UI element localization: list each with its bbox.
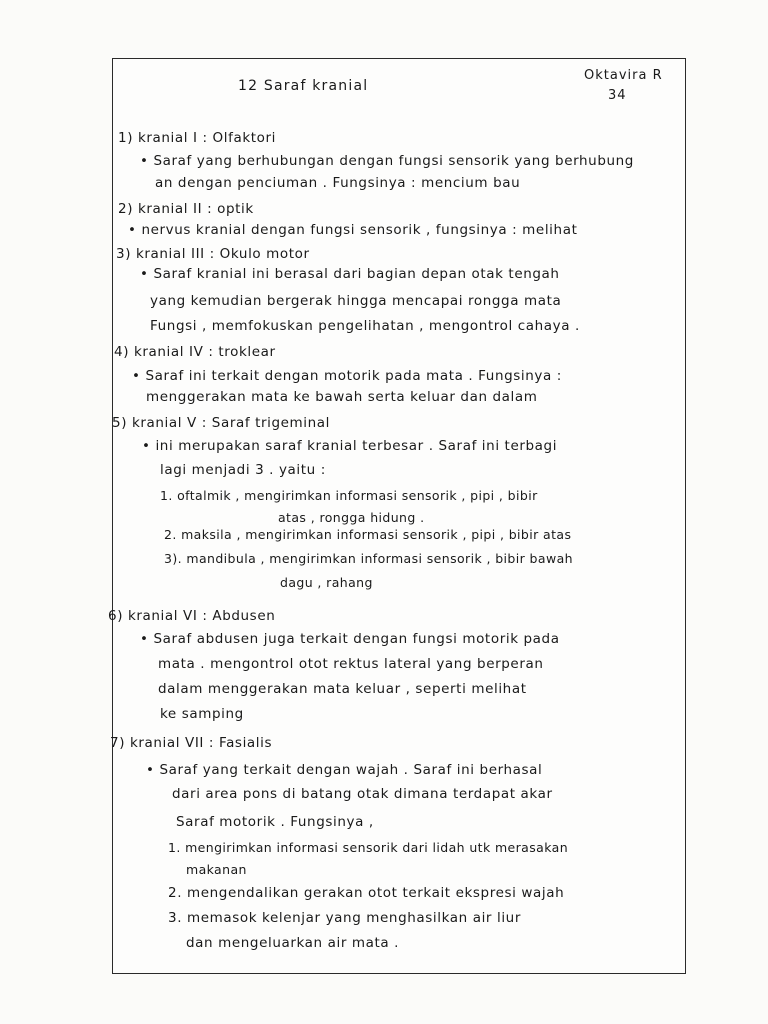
section-line: 2. mengendalikan gerakan otot terkait ekspresi wajah	[168, 885, 565, 901]
section-line: atas , rongga hidung .	[278, 510, 425, 525]
section-heading: 6) kranial VI : Abdusen	[108, 608, 276, 624]
section-line: 1. mengirimkan informasi sensorik dari lidah utk merasakan	[168, 840, 569, 855]
section-heading: 1) kranial I : Olfaktori	[118, 130, 276, 146]
section-line: dalam menggerakan mata keluar , seperti melihat	[158, 681, 527, 697]
section-heading: 4) kranial IV : troklear	[114, 344, 276, 360]
section-line: makanan	[186, 862, 247, 877]
section-line: • Saraf yang berhubungan dengan fungsi sensorik yang berhubung	[140, 153, 634, 169]
author-name: Oktavira R	[584, 68, 663, 83]
section-line: dari area pons di batang otak dimana terdapat akar	[172, 786, 553, 802]
section-line: Fungsi , memfokuskan pengelihatan , mengontrol cahaya .	[150, 318, 580, 334]
section-line: • ini merupakan saraf kranial terbesar . Saraf ini terbagi	[142, 438, 558, 454]
section-line: an dengan penciuman . Fungsinya : mencium bau	[155, 175, 521, 191]
section-heading: 2) kranial II : optik	[118, 201, 254, 217]
page-title: 12 Saraf kranial	[238, 78, 369, 94]
section-heading: 7) kranial VII : Fasialis	[110, 735, 273, 751]
section-line: dan mengeluarkan air mata .	[186, 935, 400, 951]
section-line: • Saraf ini terkait dengan motorik pada mata . Fungsinya :	[132, 368, 562, 384]
section-line: 3). mandibula , mengirimkan informasi sensorik , bibir bawah	[164, 551, 573, 566]
section-line: • Saraf abdusen juga terkait dengan fungsi motorik pada	[140, 631, 560, 647]
section-line: 1. oftalmik , mengirimkan informasi sensorik , pipi , bibir	[160, 488, 538, 503]
student-number: 34	[608, 88, 627, 103]
section-line: menggerakan mata ke bawah serta keluar dan dalam	[146, 389, 538, 405]
section-line: 2. maksila , mengirimkan informasi sensorik , pipi , bibir atas	[164, 527, 572, 542]
section-line: • Saraf kranial ini berasal dari bagian depan otak tengah	[140, 266, 560, 282]
section-line: dagu , rahang	[280, 575, 373, 590]
section-line: 3. memasok kelenjar yang menghasilkan air liur	[168, 910, 521, 926]
section-line: Saraf motorik . Fungsinya ,	[176, 814, 374, 830]
section-line: • nervus kranial dengan fungsi sensorik , fungsinya : melihat	[128, 222, 578, 238]
section-line: ke samping	[160, 706, 244, 722]
section-heading: 3) kranial III : Okulo motor	[116, 246, 310, 262]
section-heading: 5) kranial V : Saraf trigeminal	[112, 415, 331, 431]
section-line: yang kemudian bergerak hingga mencapai rongga mata	[150, 293, 562, 309]
section-line: mata . mengontrol otot rektus lateral yang berperan	[158, 656, 544, 672]
section-line: • Saraf yang terkait dengan wajah . Saraf ini berhasal	[146, 762, 543, 778]
section-line: lagi menjadi 3 . yaitu :	[160, 462, 326, 478]
